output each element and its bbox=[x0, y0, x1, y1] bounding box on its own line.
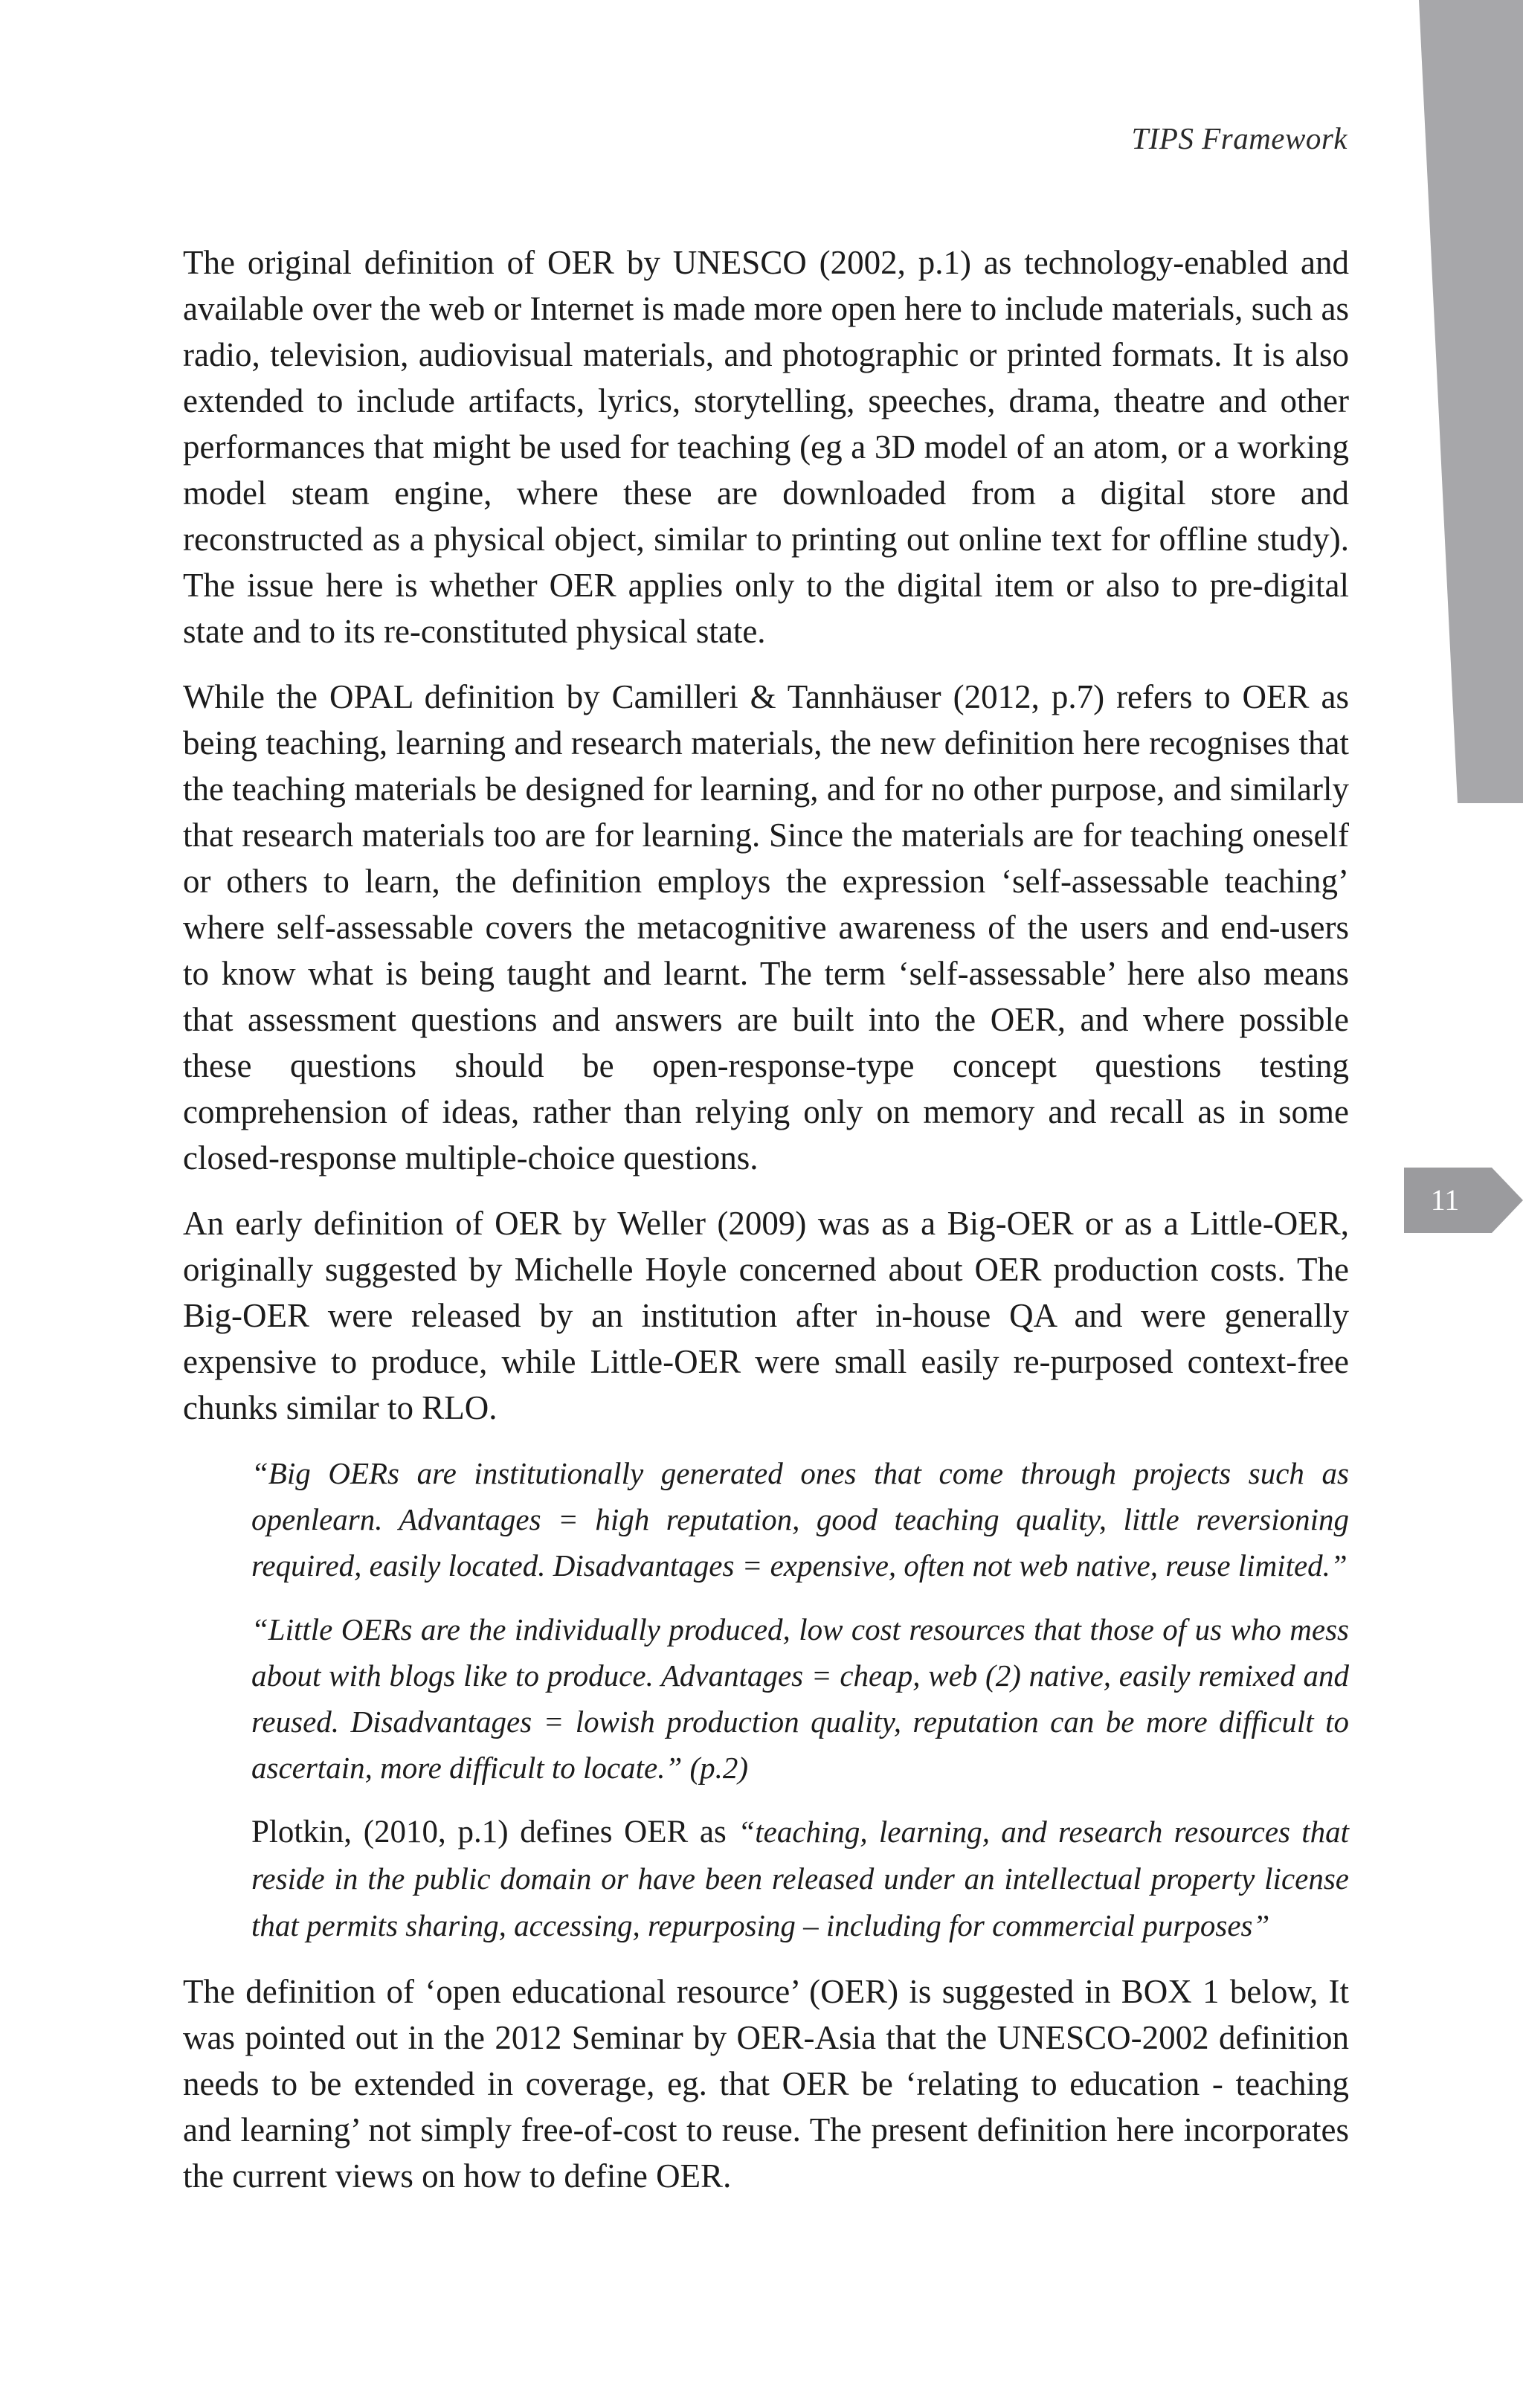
paragraph-opal-definition: While the OPAL definition by Camilleri & Tannhäuser (2012, p.7) refers to OER as being teaching, learning and research materials, the new definition here recognises that the teaching materials be designed for learning, and for no other purpose, and similarly that research materials too are for learning. Since the materials are for teaching oneself or others to learn, the definition employs the expression ‘self-assessable teaching’ where self-assessable covers the metacognitive awareness of the users and end-users to know what is being taught and learnt. The term ‘self-assessable’ here also means that assessment questions and answers are built into the OER, and where possible these questions should be open-response-type concept questions testing comprehension of ideas, rather than relying only on memory and recall as in some closed-response multiple-choice questions. bbox=[183, 678, 1349, 1176]
page-edge-wedge bbox=[1419, 0, 1523, 803]
page-body bbox=[183, 239, 1349, 2218]
paragraph-box1-intro: The definition of ‘open educational resource’ (OER) is suggested in BOX 1 below, It was pointed out in the 2012 Seminar by OER-Asia that the UNESCO-2002 definition needs to be extended in coverage, eg. that OER be ‘relating to education - teaching and learning’ not simply free-of-cost to reuse. The present definition here incorporates the current views on how to define OER. bbox=[183, 1973, 1349, 2195]
quote-little-oer: “Little OERs are the individually produced, low cost resources that those of us who mess about with blogs like to produce. Advantages = cheap, web (2) native, easily remixed and reused. Disadvantages = lowish production quality, reputation can be more difficult to ascertain, more difficult to locate.” (p.2) bbox=[251, 1612, 1349, 1785]
paragraph-weller-definition: An early definition of OER by Weller (2009) was as a Big-OER or as a Little-OER, originally suggested by Michelle Hoyle concerned about OER production costs. The Big-OER were released by an institution after in-house QA and were generally expensive to produce, while Little-OER were small easily re-purposed context-free chunks similar to RLO. bbox=[183, 1205, 1349, 1426]
plotkin-quote: “teaching, learning, and research resources that reside in the public domain or have been released under an intellectual property license that permits sharing, accessing, repurposing – including for commercial purposes” bbox=[251, 1815, 1349, 1942]
paragraph-unesco-definition: The original definition of OER by UNESCO (2002, p.1) as technology-enabled and available over the web or Internet is made more open here to include materials, such as radio, television, audiovisual materials, and photographic or printed formats. It is also extended to include artifacts, lyrics, storytelling, speeches, drama, theatre and other performances that might be used for teaching (eg a 3D model of an atom, or a working model steam engine, where these are downloaded from a digital store and reconstructed as a physical object, similar to printing out online text for offline study). The issue here is whether OER applies only to the digital item or also to pre-digital state and to its re-constituted physical state. bbox=[183, 244, 1349, 650]
plotkin-lead: Plotkin, (2010, p.1) defines OER as bbox=[251, 1815, 738, 1850]
quote-big-oer: “Big OERs are institutionally generated ones that come through projects such as openlearn. Advantages = high reputation, good teaching quality, little reversioning required, easily located. Disadvantages = expensive, often not web native, reuse limited.” bbox=[251, 1456, 1349, 1583]
page-number: 11 bbox=[1430, 1183, 1460, 1217]
plotkin-definition bbox=[251, 1809, 1349, 1949]
running-head: TIPS Framework bbox=[1131, 121, 1347, 155]
